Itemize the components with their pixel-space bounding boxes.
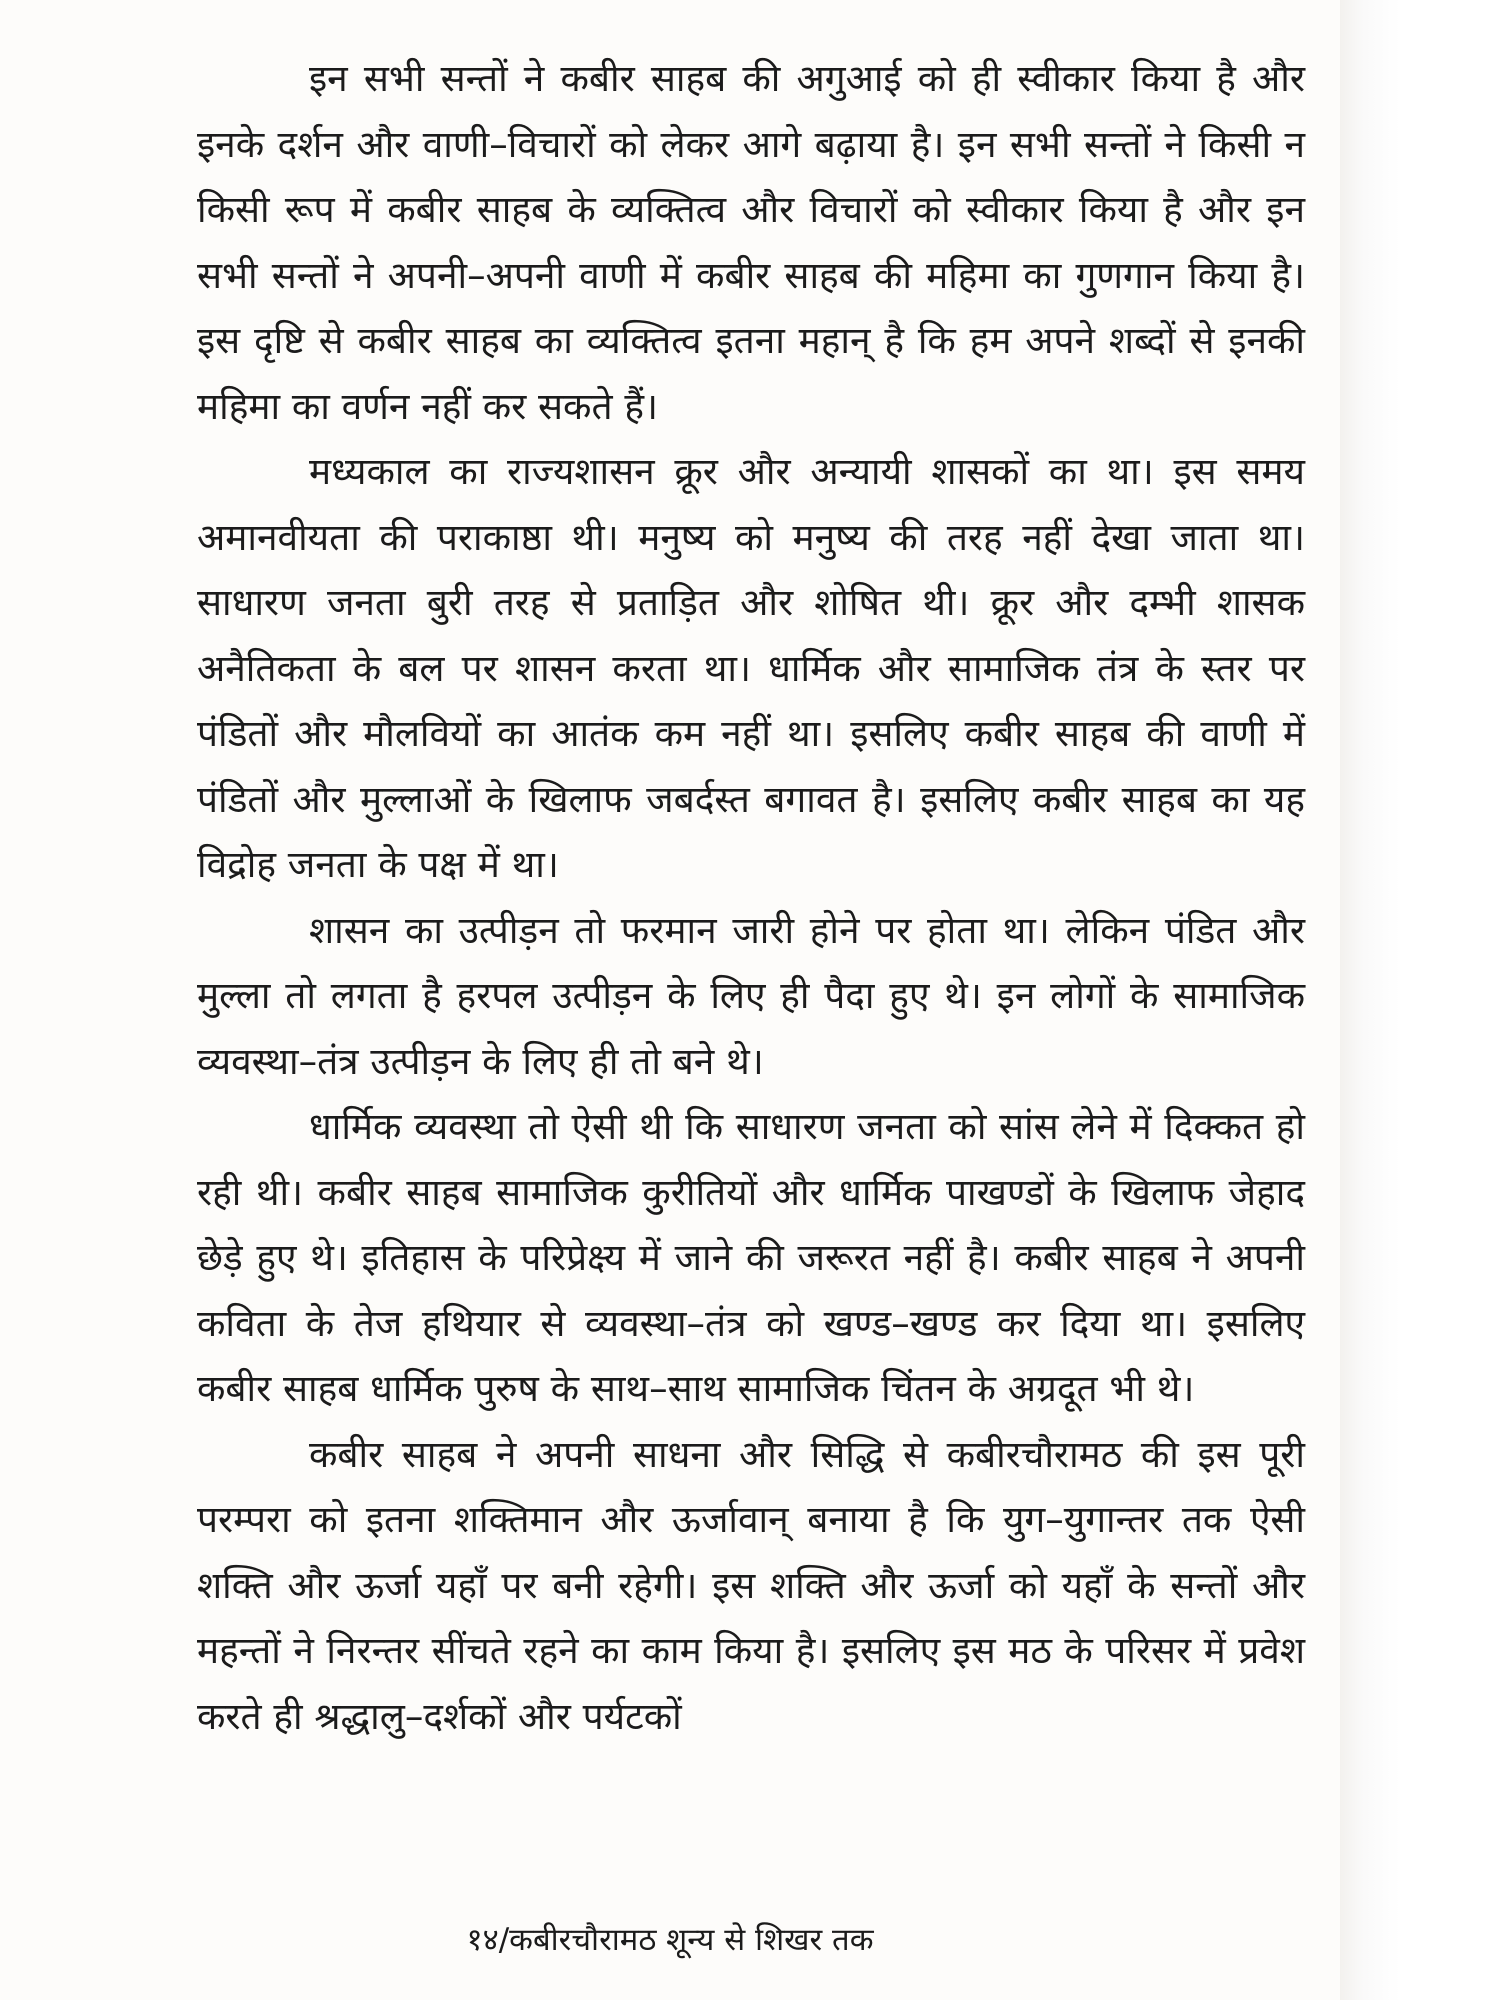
paragraph-2: मध्यकाल का राज्यशासन क्रूर और अन्यायी शासकों का था। इस समय अमानवीयता की पराकाष्ठा थी। मनुष्य को मनुष्य की तरह नहीं देखा जाता था। साधारण जनता बुरी तरह से प्रताड़ित और शोषित थी। क्रूर और दम्भी शासक अनैतिकता के बल पर शासन करता था। धार्मिक और सामाजिक तंत्र के स्तर पर पंडितों और मौलवियों का आतंक कम नहीं था। इसलिए कबीर साहब की वाणी में पंडितों और मुल्लाओं के खिलाफ जबर्दस्त बगावत है। इसलिए कबीर साहब का यह विद्रोह जनता के पक्ष में था। [197,450,1305,886]
paragraph-4: धार्मिक व्यवस्था तो ऐसी थी कि साधारण जनता को सांस लेने में दिक्कत हो रही थी। कबीर साहब सामाजिक कुरीतियों और धार्मिक पाखण्डों के खिलाफ जेहाद छेड़े हुए थे। इतिहास के परिप्रेक्ष्य में जाने की जरूरत नहीं है। कबीर साहब ने अपनी कविता के तेज हथियार से व्यवस्था–तंत्र को खण्ड–खण्ड कर दिया था। इसलिए कबीर साहब धार्मिक पुरुष के साथ–साथ सामाजिक चिंतन के अग्रदूत भी थे। [197,1105,1305,1410]
paragraph-1: इन सभी सन्तों ने कबीर साहब की अगुआई को ही स्वीकार किया है और इनके दर्शन और वाणी–विचारों को लेकर आगे बढ़ाया है। इन सभी सन्तों ने किसी न किसी रूप में कबीर साहब के व्यक्तित्व और विचारों को स्वीकार किया है और इन सभी सन्तों ने अपनी–अपनी वाणी में कबीर साहब की महिमा का गुणगान किया है। इस दृष्टि से कबीर साहब का व्यक्तित्व इतना महान् है कि हम अपने शब्दों से इनकी महिमा का वर्णन नहीं कर सकते हैं। [197,57,1305,428]
paragraph-3: शासन का उत्पीड़न तो फरमान जारी होने पर होता था। लेकिन पंडित और मुल्ला तो लगता है हरपल उत्पीड़न के लिए ही पैदा हुए थे। इन लोगों के सामाजिक व्यवस्था–तंत्र उत्पीड़न के लिए ही तो बने थे। [197,908,1305,1083]
page-body-text [197,46,1305,1749]
page-footer: १४/कबीरचौरामठ शून्य से शिखर तक [466,1922,874,1958]
paragraph-5: कबीर साहब ने अपनी साधना और सिद्धि से कबीरचौरामठ की इस पूरी परम्परा को इतना शक्तिमान और ऊर्जावान् बनाया है कि युग–युगान्तर तक ऐसी शक्ति और ऊर्जा यहाँ पर बनी रहेगी। इस शक्ति और ऊर्जा को यहाँ के सन्तों और महन्तों ने निरन्तर सींचते रहने का काम किया है। इसलिए इस मठ के परिसर में प्रवेश करते ही श्रद्धालु–दर्शकों और पर्यटकों [197,1432,1305,1738]
page-margin-edge [1340,0,1500,2000]
